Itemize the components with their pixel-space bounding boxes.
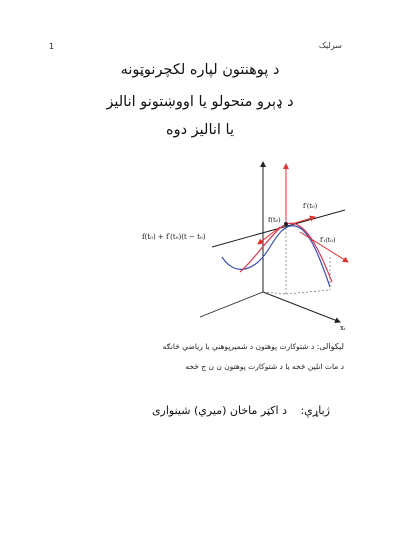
author-label: ژباړې: bbox=[300, 404, 330, 417]
keywords-label: لیکوالی: bbox=[316, 342, 344, 351]
author-line bbox=[152, 404, 330, 417]
title-line-1: د پوهنتون لپاره لکچرنوټونه bbox=[120, 62, 280, 78]
keywords-line-1 bbox=[163, 342, 344, 351]
diagonal-axis bbox=[263, 292, 340, 322]
keywords-text-1: د شتوکارت پوهتون د شمیرپوهنې یا ریاضي څانګه bbox=[162, 342, 315, 351]
keywords-text-2: د مات انلین څخه یا د شتوکارت پوهتون ن ن ج څخه bbox=[185, 362, 344, 371]
running-title: سرلیک bbox=[318, 41, 342, 50]
guide-line-2 bbox=[286, 290, 330, 294]
derivative-label: f′(t₀) bbox=[303, 202, 318, 210]
title-line-2: د ډېرو متحولو یا اووښتونو انالیز bbox=[106, 94, 294, 110]
tangent-label: f(t₀) + f′(t₀)(t − t₀) bbox=[142, 233, 206, 241]
title-line-3: یا انالیز دوه bbox=[165, 122, 234, 138]
point-label: f(t₀) bbox=[268, 216, 281, 224]
blue-curve bbox=[222, 226, 330, 287]
page-number: 1 bbox=[49, 42, 55, 51]
derivative-diagram bbox=[140, 152, 360, 334]
tangent-arrow-right bbox=[292, 217, 315, 224]
tangent-point bbox=[284, 222, 288, 226]
axis-label: xᵢ bbox=[340, 324, 346, 332]
derivative-label-2: f′ᵢ(t₀) bbox=[320, 236, 336, 244]
derivative-figure bbox=[140, 152, 360, 334]
left-axis bbox=[200, 292, 263, 317]
author-name: د اکټر ماخان (میري) شینواری bbox=[151, 404, 287, 417]
tangent-arrow-left bbox=[258, 227, 280, 244]
